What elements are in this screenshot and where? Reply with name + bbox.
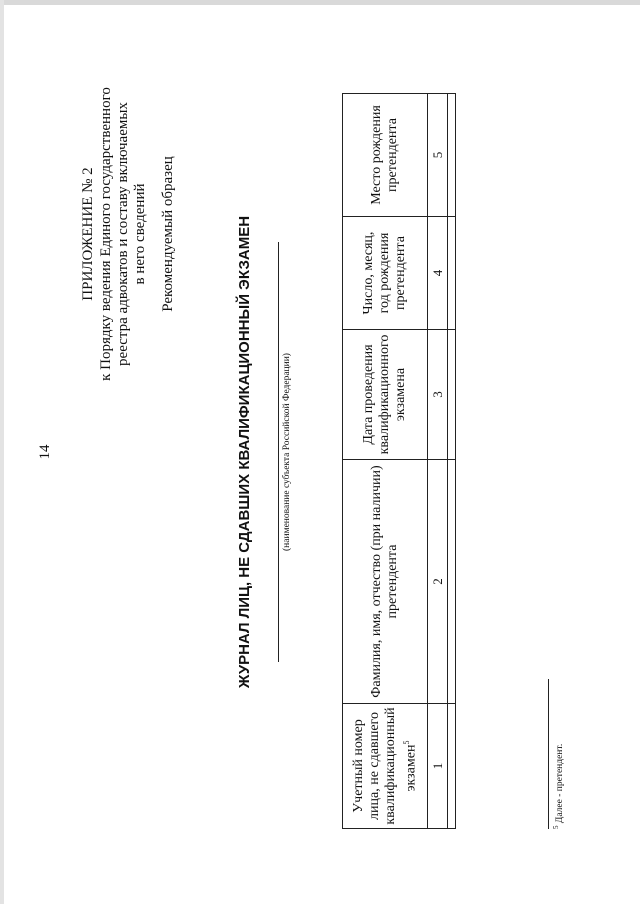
column-number-cell: 3 (427, 329, 447, 459)
column-number-cell: 2 (427, 459, 447, 703)
footnote-mark: 5 (552, 825, 560, 829)
footnote-text: Далее - претендент. (555, 743, 566, 826)
column-number-cell: 5 (427, 94, 447, 216)
header-cell-account-number (343, 703, 427, 828)
appendix-title: ПРИЛОЖЕНИЕ № 2 (80, 167, 96, 301)
header-cell-birth-place: Место рождения претендента (369, 105, 400, 205)
header-cell-birth-date: Число, месяц, год рождения претендента (343, 216, 427, 329)
header-text: Учетный номер лица, не сдавшего квалификационный экзамен$^5$ (350, 707, 419, 825)
appendix-line: к Порядку ведения Единого государственного (98, 87, 114, 381)
footnote-ref: 5 (401, 740, 411, 745)
subject-fill-line (278, 242, 279, 662)
column-number-cell: 4 (427, 216, 447, 329)
subject-caption: (наименование субъекта Российской Федерации) (282, 353, 292, 551)
empty-data-cell (447, 459, 455, 703)
appendix-line: в него сведений (132, 183, 148, 285)
journal-title: ЖУРНАЛ ЛИЦ, НЕ СДАВШИХ КВАЛИФИКАЦИОННЫЙ ЭКЗАМЕН (236, 215, 253, 689)
page-number: 14 (37, 444, 53, 460)
empty-data-cell (447, 329, 455, 459)
journal-table (342, 93, 456, 829)
header-cell-exam-date: Дата проведения квалификационного экзамена (343, 329, 427, 459)
footnote-separator (548, 679, 549, 829)
sample-label: Рекомендуемый образец (160, 156, 176, 312)
footnote (552, 744, 565, 829)
empty-data-cell (447, 216, 455, 329)
empty-data-cell (447, 94, 455, 216)
appendix-block (80, 64, 177, 404)
column-number-cell: 1 (427, 703, 447, 828)
header-cell-full-name: Фамилия, имя, отчество (при наличии) претендента (343, 459, 427, 703)
empty-data-cell (447, 703, 455, 828)
appendix-line: реестра адвокатов и составу включаемых (115, 102, 131, 366)
